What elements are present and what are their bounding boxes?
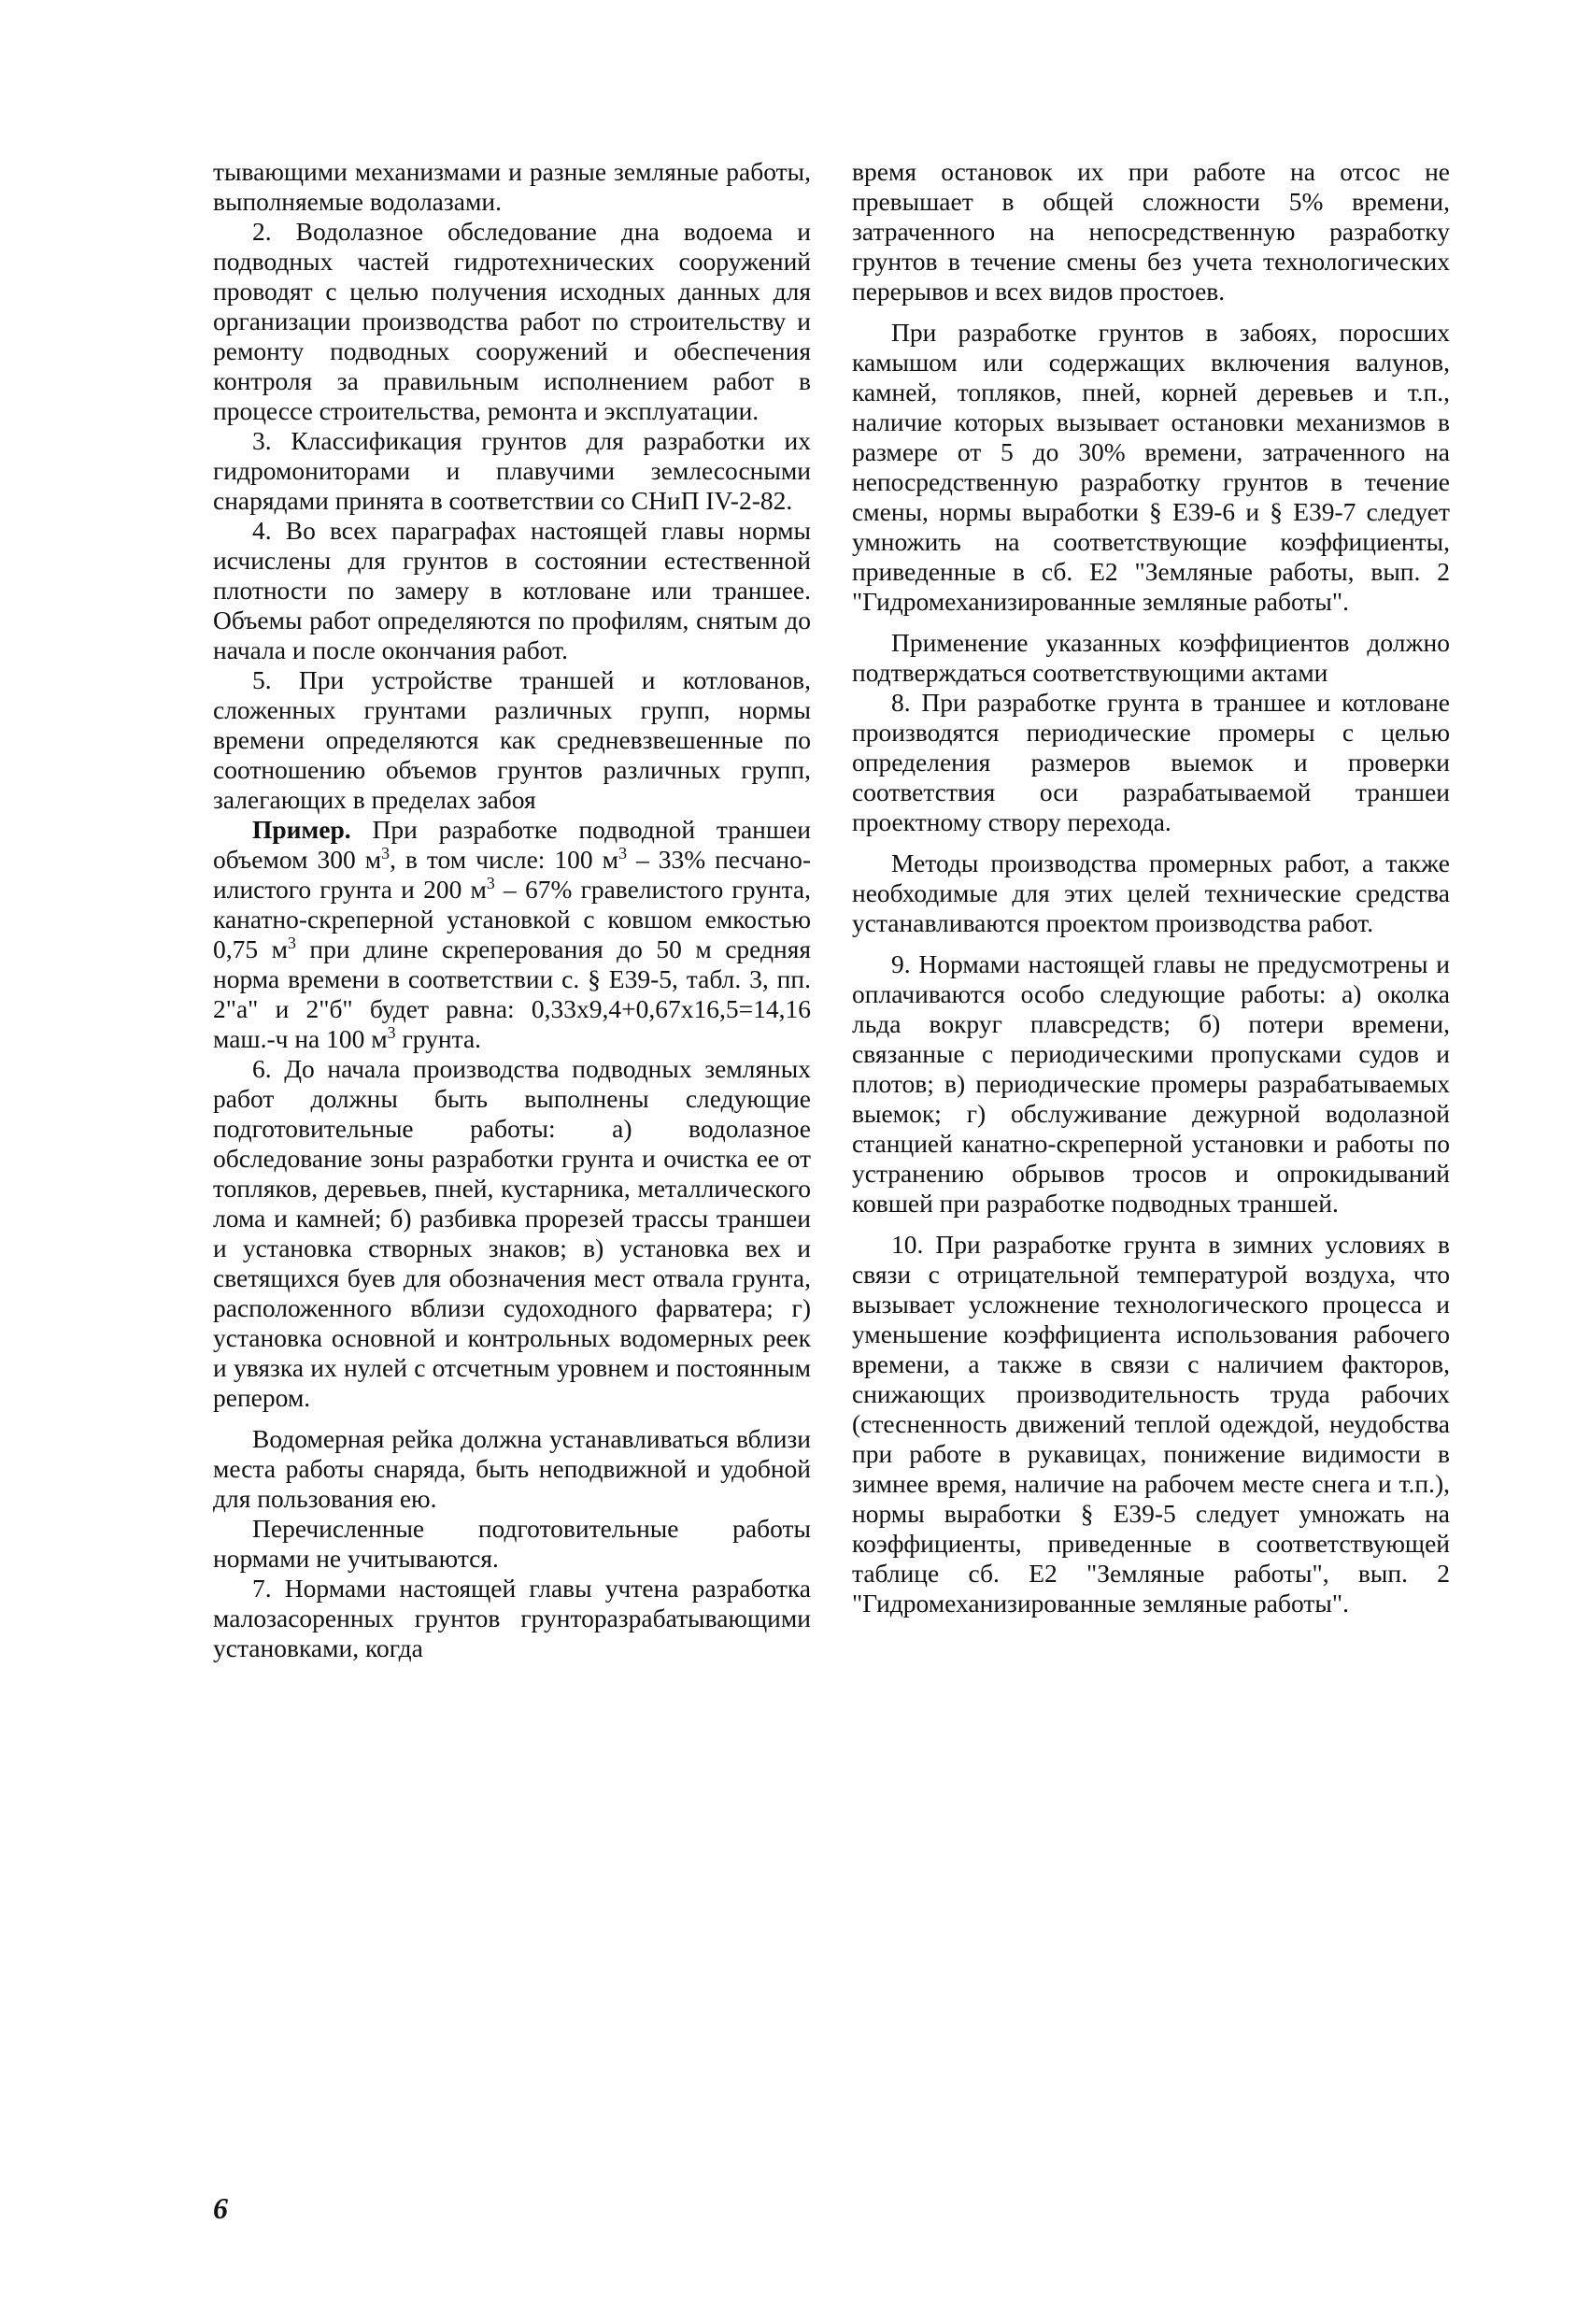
paragraph-5: 5. При устройстве траншей и котлованов, сложенных грунтами различных групп, нормы времени определяются как средневзвешенные по соотношению объемов грунтов различных групп, залегающих в пределах забоя — [213, 665, 811, 814]
example-text-5: при длине скреперования до 50 м средняя норма времени в соответствии с. § Е39-5, табл. 3, пп. 2"а" и 2"б" будет равна: 0,33х9,4+0,67х16,5=14,16 маш.-ч на 100 м — [213, 934, 812, 1053]
superscript: 3 — [486, 873, 495, 892]
paragraph-10: 10. При разработке грунта в зимних условиях в связи с отрицательной температурой воздуха, что вызывает усложнение технологического процесса и уменьшение коэффициента использования рабочего времени, а также в связи с наличием факторов, снижающих производительность труда рабочих (стесненность движений теплой одеждой, неудобства при работе в рукавицах, понижение видимости в зимнее время, наличие на рабочем месте снега и т.п.), нормы выработки § Е39-5 следует умножать на коэффициенты, приведенные в соответствующей таблице сб. Е2 "Земляные работы", вып. 2 "Гидромеханизированные земляные работы". — [852, 1230, 1450, 1618]
example-text-1: При разработке подводной траншеи объемом 300 м — [213, 815, 811, 874]
superscript: 3 — [381, 843, 390, 863]
paragraph-3: 3. Классификация грунтов для разработки их гидромониторами и плавучими землесосными снарядами принята в соответствии со СНиП IV-2-82. — [213, 426, 811, 515]
example-text-4: – 67% гравелистого грунта, канатно-скреперной установкой с ковшом емкостью 0,75 м — [213, 875, 811, 963]
paragraph-7: 7. Нормами настоящей главы учтена разработка малозасоренных грунтов грунторазрабатывающими установками, когда — [213, 1574, 811, 1662]
example-label: Пример. — [252, 815, 351, 844]
right-column — [852, 157, 1450, 1618]
paragraph-7b: Применение указанных коэффициентов должно подтверждаться соответствующими актами — [852, 628, 1450, 687]
example-text-6: грунта. — [395, 1024, 482, 1053]
superscript: 3 — [387, 1022, 396, 1042]
superscript: 3 — [288, 933, 296, 952]
page-number: 6 — [213, 2191, 228, 2225]
paragraph-continuation: тывающими механизмами и разные земляные работы, выполняемые водолазами. — [213, 157, 811, 216]
paragraph-8: 8. При разработке грунта в траншее и котловане производятся периодические промеры с целью определения размеров выемок и проверки соответствия оси разрабатываемой траншеи проектному створу перехода. — [852, 688, 1450, 836]
paragraph-6a: Водомерная рейка должна устанавливаться вблизи места работы снаряда, быть неподвижной и удобной для пользования ею. — [213, 1424, 811, 1513]
example-text-2: , в том числе: 100 м — [390, 845, 619, 874]
paragraph-continuation: время остановок их при работе на отсос не превышает в общей сложности 5% времени, затраченного на непосредственную разработку грунтов в течение смены без учета технологических перерывов и всех видов простоев. — [852, 157, 1450, 306]
superscript: 3 — [618, 843, 627, 863]
example-paragraph — [213, 815, 811, 1054]
paragraph-8a: Методы производства промерных работ, а также необходимые для этих целей технические средства устанавливаются проектом производства работ. — [852, 848, 1450, 937]
example-text-3: – 33% песчано-илистого грунта и 200 м — [213, 845, 812, 904]
paragraph-4: 4. Во всех параграфах настоящей главы нормы исчислены для грунтов в состоянии естественной плотности по замеру в котловане или траншее. Объемы работ определяются по профилям, снятым до начала и после окончания работ. — [213, 516, 811, 664]
paragraph-6: 6. До начала производства подводных земляных работ должны быть выполнены следующие подготовительные работы: а) водолазное обследование зоны разработки грунта и очистка ее от топляков, деревьев, пней, кустарника, металлического лома и камней; б) разбивка прорезей трассы траншеи и установка створных знаков; в) установка вех и светящихся буев для обозначения мест отвала грунта, расположенного вблизи судоходного фарватера; г) установка основной и контрольных водомерных реек и увязка их нулей с отсчетным уровнем и постоянным репером. — [213, 1054, 811, 1412]
paragraph-2: 2. Водолазное обследование дна водоема и подводных частей гидротехнических сооружений проводят с целью получения исходных данных для организации производства работ по строительству и ремонту подводных сооружений и обеспечения контроля за правильным исполнением работ в процессе строительства, ремонта и эксплуатации. — [213, 217, 811, 425]
left-column — [213, 157, 811, 1663]
paragraph-9: 9. Нормами настоящей главы не предусмотрены и оплачиваются особо следующие работы: а) околка льда вокруг плавсредств; б) потери времени, связанные с периодическими пропусками судов и плотов; в) периодические промеры разрабатываемых выемок; г) обслуживание дежурной водолазной станцией канатно-скреперной установки и работы по устранению обрывов тросов и опрокидываний ковшей при разработке подводных траншей. — [852, 949, 1450, 1218]
paragraph-6b: Перечисленные подготовительные работы нормами не учитываются. — [213, 1514, 811, 1573]
paragraph-7a: При разработке грунтов в забоях, поросших камышом или содержащих включения валунов, камней, топляков, пней, корней деревьев и т.п., наличие которых вызывает остановки механизмов в размере от 5 до 30% времени, затраченного на непосредственную разработку грунтов в течение смены, нормы выработки § Е39-6 и § Е39-7 следует умножить на соответствующие коэффициенты, приведенные в сб. Е2 "Земляные работы, вып. 2 "Гидромеханизированные земляные работы". — [852, 318, 1450, 616]
